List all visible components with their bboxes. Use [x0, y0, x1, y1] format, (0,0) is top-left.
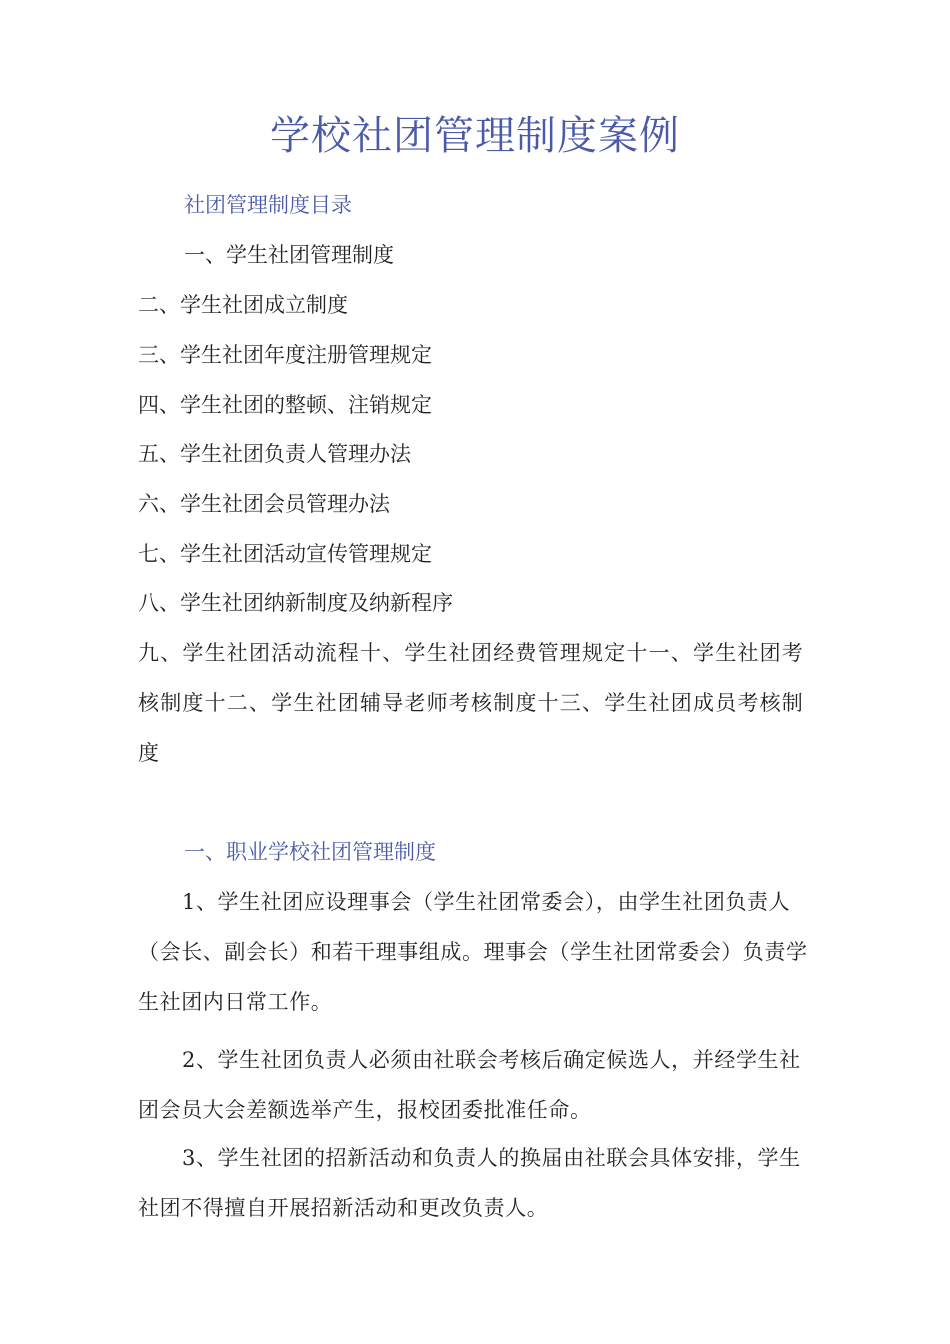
toc-item-6: 六、学生社团会员管理办法	[138, 492, 390, 516]
toc-item-2: 二、学生社团成立制度	[138, 293, 348, 317]
paragraph-2: 2、学生社团负责人必须由社联会考核后确定候选人，并经学生社团会员大会差额选举产生，报校团委批准任命。	[138, 1048, 801, 1122]
toc-item-combined: 九、学生社团活动流程十、学生社团经费管理规定十一、学生社团考核制度十二、学生社团辅导老师考核制度十三、学生社团成员考核制度	[138, 641, 804, 765]
toc-heading: 社团管理制度目录	[184, 193, 352, 217]
section-heading: 一、职业学校社团管理制度	[184, 840, 436, 864]
paragraph-3: 3、学生社团的招新活动和负责人的换届由社联会具体安排，学生社团不得擅自开展招新活动和更改负责人。	[138, 1146, 801, 1220]
document-title: 学校社团管理制度案例	[270, 113, 680, 159]
toc-item-5: 五、学生社团负责人管理办法	[138, 442, 411, 466]
paragraph-1: 1、学生社团应设理事会（学生社团常委会），由学生社团负责人（会长、副会长）和若干理事组成。理事会（学生社团常委会）负责学生社团内日常工作。	[138, 890, 808, 1014]
toc-item-4: 四、学生社团的整顿、注销规定	[138, 393, 432, 417]
toc-item-8: 八、学生社团纳新制度及纳新程序	[138, 591, 453, 615]
toc-item-1: 一、学生社团管理制度	[184, 243, 394, 267]
toc-item-7: 七、学生社团活动宣传管理规定	[138, 542, 432, 566]
toc-item-3: 三、学生社团年度注册管理规定	[138, 343, 432, 367]
